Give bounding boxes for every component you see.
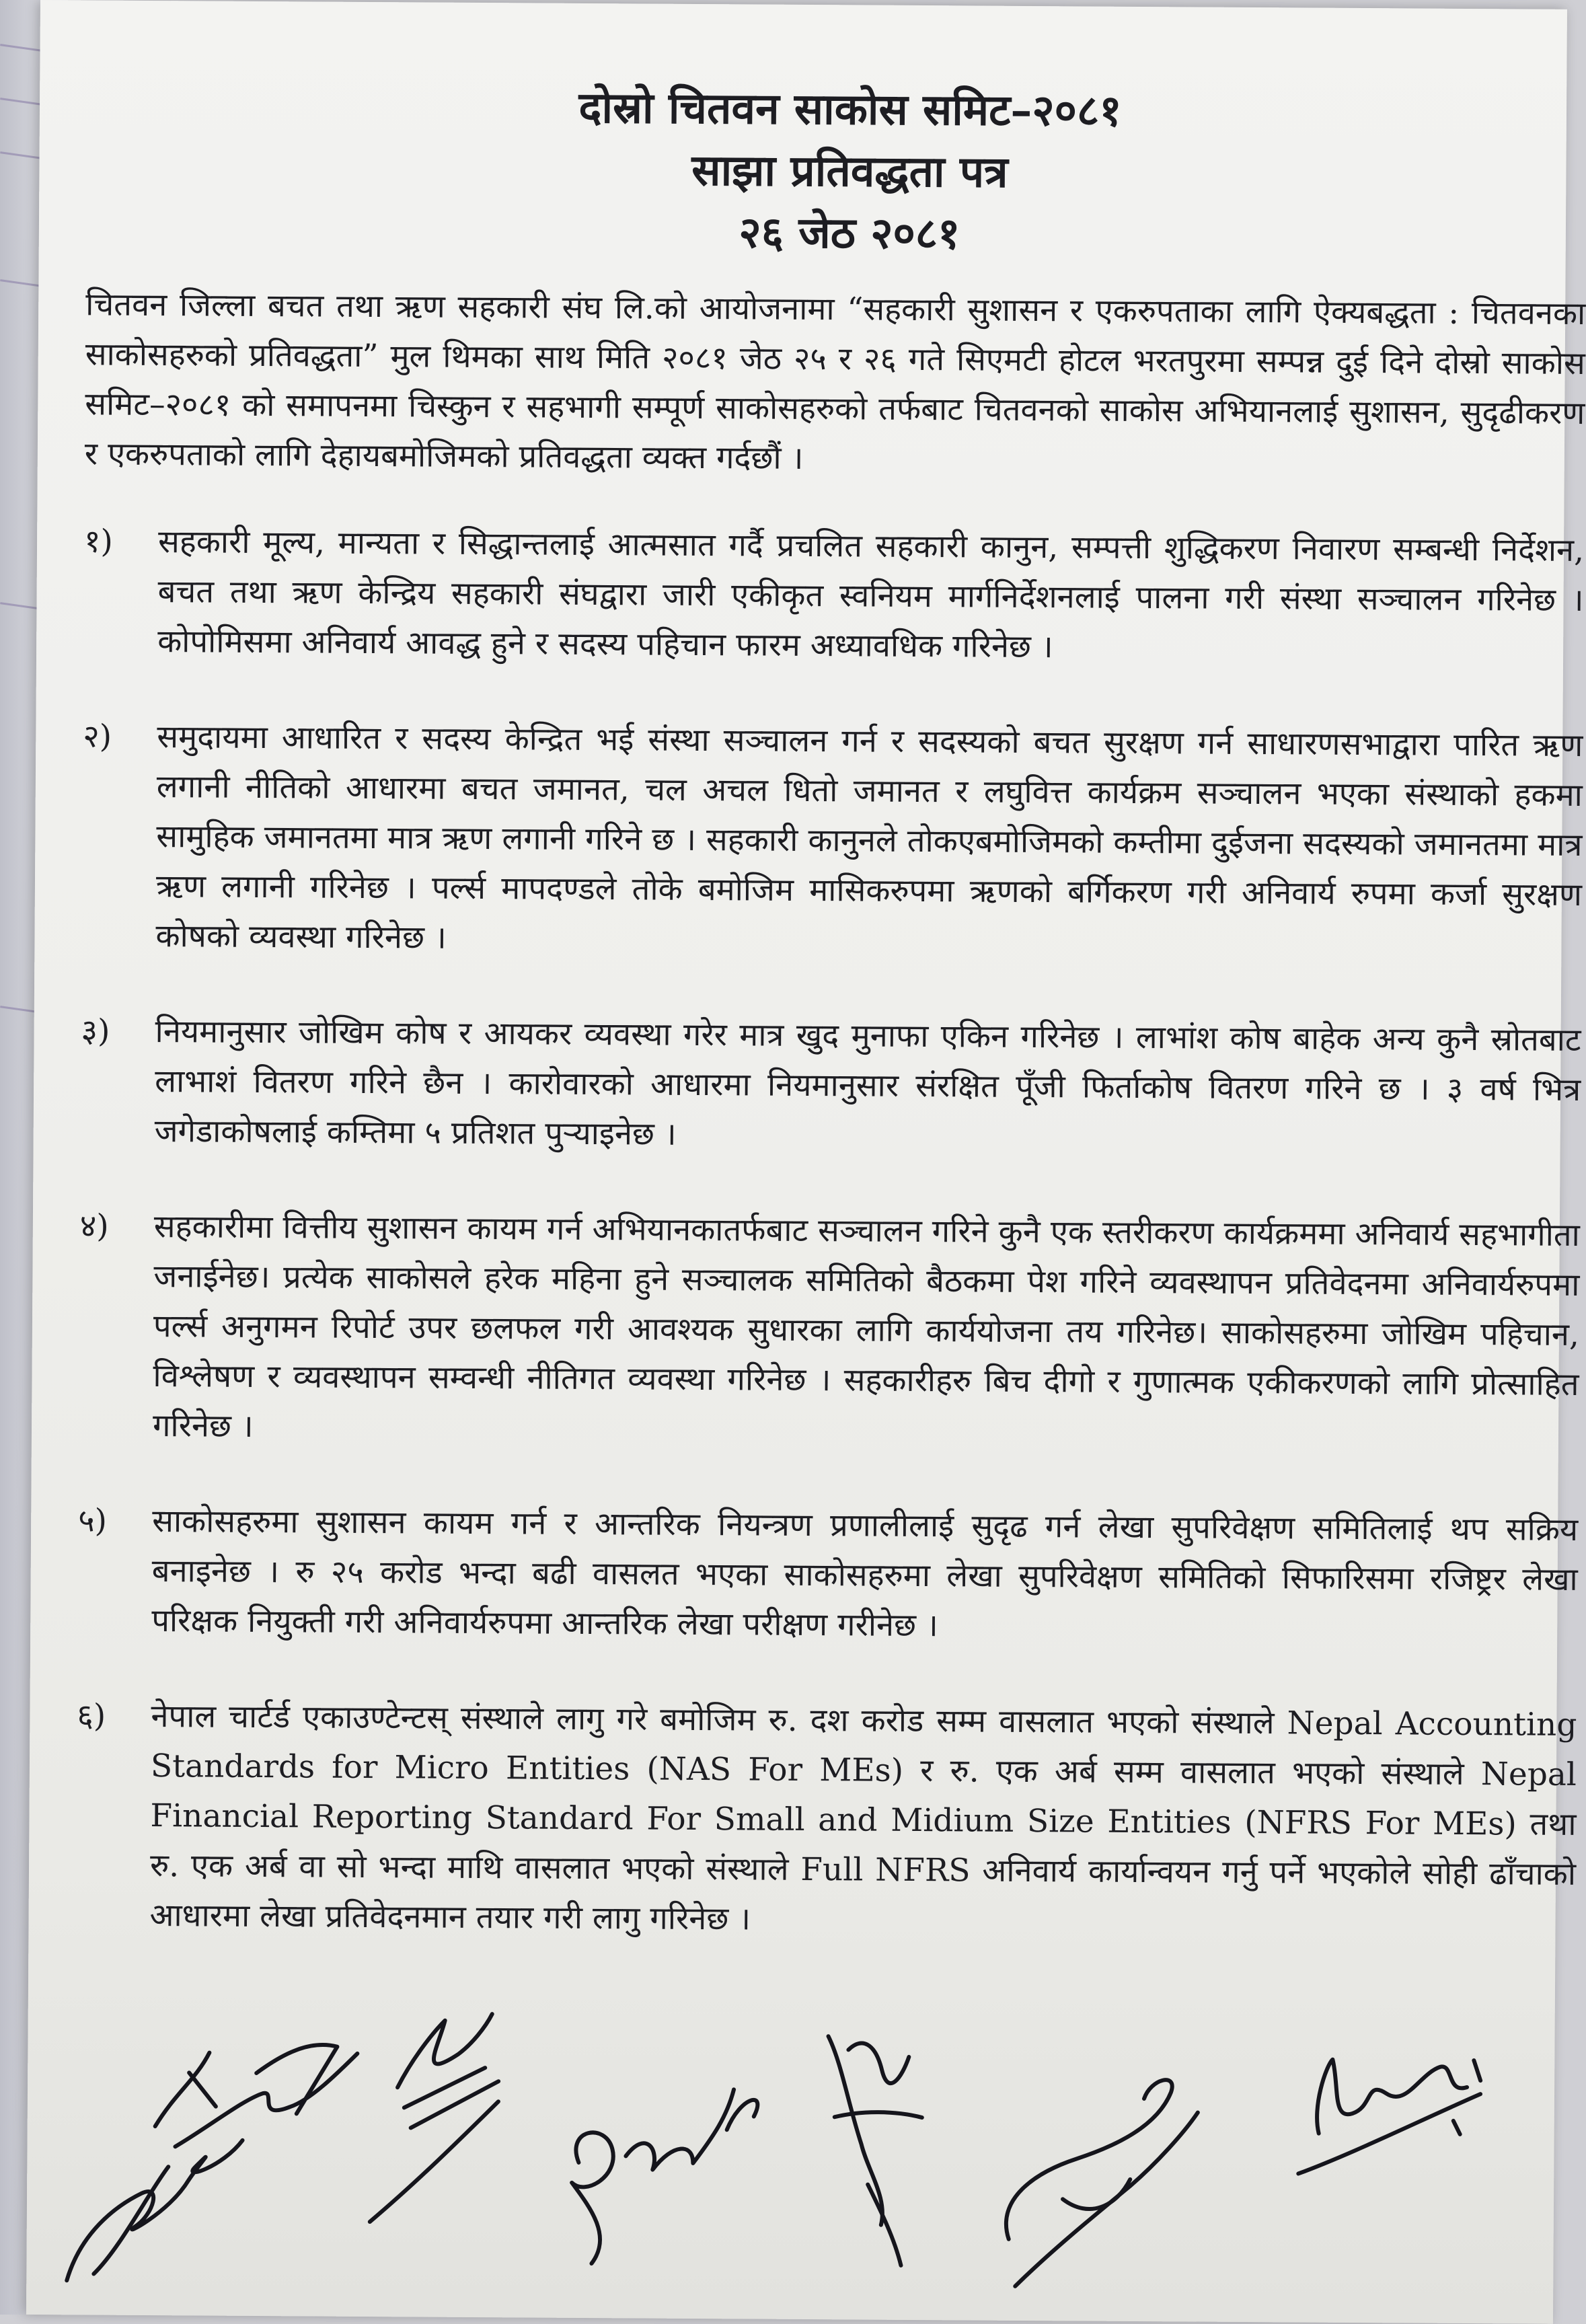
document-body — [75, 74, 1586, 1995]
commitment-point-4 — [79, 1201, 1580, 1460]
point-number: ६) — [77, 1697, 106, 1735]
point-number: १) — [83, 523, 114, 560]
intro-paragraph: चितवन जिल्ला बचत तथा ऋण सहकारी संघ लि.को आयोजनामा “सहकारी सुशासन र एकरुपताका लागि ऐक्यबद्धता : चितवनका साकोसहरुको प्रतिवद्धता” मुल थिमका साथ मिति २०८१ जेठ २५ र २६ गते सिएमटी होटल भरतपुरमा सम्पन्न दुई दिने दोस्रो साकोस समिट–२०८१ को समापनमा चिस्कुन र सहभागी सम्पूर्ण साकोसहरुको तर्फबाट चितवनको साकोस अभियानलाई सुशासन, सुदृढीकरण र एकरुपताको लागि देहायबमोजिमको प्रतिवद्धता व्यक्त गर्दछौं । — [84, 286, 1586, 477]
signatures-area — [53, 1991, 1555, 2310]
document-title: दोस्रो चितवन साकोस समिट–२०८१ — [578, 82, 1122, 137]
point-number: ३) — [81, 1012, 110, 1050]
signature-4 — [827, 2036, 922, 2265]
title-block — [113, 75, 1586, 269]
point-number: २) — [83, 718, 112, 755]
signature-2 — [370, 2013, 499, 2222]
signature-3 — [571, 2089, 757, 2265]
signature-1 — [67, 2044, 357, 2282]
point-text: साकोसहरुमा सुशासन कायम गर्न र आन्तरिक नियन्त्रण प्रणालीलाई सुदृढ गर्न लेखा सुपरिवेक्षण समितिलाई थप सक्रिय बनाइनेछ । रु २५ करोड भन्दा बढी वासलत भएका साकोसहरुमा लेखा सुपरिवेक्षण समितिको सिफारिसमा रजिष्ट्रर लेखा परिक्षक नियुक्ती गरी अनिवार्यरुपमा आन्तरिक लेखा परीक्षण गरीनेछ । — [151, 1503, 1579, 1645]
point-text: नियमानुसार जोखिम कोष र आयकर व्यवस्था गरेर मात्र खुद मुनाफा एकिन गरिनेछ । लाभांश कोष बाहेक अन्य कुनै स्रोतबाट लाभाशं वितरण गरिने छैन । कारोवारको आधारमा नियमानुसार संरक्षित पूँजी फिर्ताकोष वितरण गरिने छ । ३ वर्ष भित्र जगेडाकोषलाई कम्तिमा ५ प्रतिशत पुऱ्याइनेछ । — [154, 1013, 1581, 1153]
point-text: समुदायमा आधारित र सदस्य केन्द्रित भई संस्था सञ्चालन गर्न र सदस्यको बचत सुरक्षण गर्न साधारणसभाद्वारा पारित ऋण लगानी नीतिको आधारमा बचत जमानत, चल अचल धितो जमानत र लघुवित्त कार्यक्रम सञ्चालन भएका संस्थाको हकमा सामुहिक जमानतमा मात्र ऋण लगानी गरिने छ । सहकारी कानुनले तोकएबमोजिमको कम्तीमा दुईजना सदस्यको जमानतमा मात्र ऋण लगानी गरिनेछ । पर्ल्स मापदण्डले तोके बमोजिम मासिकरुपमा ऋणको बर्गिकरण गरी अनिवार्य रुपमा कर्जा सुरक्षण कोषको व्यवस्था गरिनेछ । — [155, 718, 1583, 957]
point-text: नेपाल चार्टर्ड एकाउण्टेन्टस् संस्थाले लागु गरे बमोजिम रु. दश करोड सम्म वासलात भएको संस्थाले Nepal Accounting Standards for Micro Entities (NAS For MEs) र रु. एक अर्ब सम्म वासलात भएको संस्थाले Nepal Financial Reporting Standard For Small and Midium Size Entities (NFRS For MEs) तथा रु. एक अर्ब वा सो भन्दा माथि वासलात भएको संस्थाले Full NFRS अनिवार्य कार्यान्वयन गर्नु पर्ने भएकोले सोही ढाँचाको आधारमा लेखा प्रतिवेदनमान तयार गरी लागु गरिनेछ । — [149, 1698, 1577, 1938]
commitment-point-2 — [81, 712, 1583, 970]
commitment-point-1 — [83, 517, 1584, 675]
point-text: सहकारी मूल्य, मान्यता र सिद्धान्तलाई आत्मसात गर्दै प्रचलित सहकारी कानुन, सम्पत्ती शुद्धिकरण निवारण सम्बन्धी निर्देशन, बचत तथा ऋण केन्द्रिय सहकारी संघद्वारा जारी एकीकृत स्वनियम मार्गनिर्देशनलाई पालना गरी संस्था सञ्चालन गरिनेछ । कोपोमिसमा अनिवार्य आवद्ध हुने र सदस्य पहिचान फारम अध्यावधिक गरिनेछ । — [157, 523, 1585, 666]
point-number: ५) — [78, 1502, 108, 1540]
commitment-point-6 — [75, 1691, 1577, 1949]
commitment-point-5 — [77, 1496, 1578, 1655]
commitment-point-3 — [81, 1006, 1581, 1165]
point-text: सहकारीमा वित्तीय सुशासन कायम गर्न अभियानकातर्फबाट सञ्चालन गरिने कुनै एक स्तरीकरण कार्यक्रममा अनिवार्य सहभागीता जनाईनेछ। प्रत्येक साकोसले हरेक महिना हुने सञ्चालक समितिको बैठकमा पेश गरिने व्यवस्थापन प्रतिवेदनमा अनिवार्यरुपमा पर्ल्स अनुगमन रिपोर्ट उपर छलफल गरी आवश्यक सुधारका लागि कार्ययोजना तय गरिनेछ। साकोसहरुमा जोखिम पहिचान, विश्लेषण र व्यवस्थापन सम्वन्धी नीतिगत व्यवस्था गरिनेछ । सहकारीहरु बिच दीगो र गुणात्मक एकीकरणको लागि प्रोत्साहित गरिनेछ । — [152, 1208, 1580, 1445]
signature-6 — [1298, 2059, 1480, 2175]
paper-sheet — [26, 0, 1586, 2324]
point-number: ४) — [79, 1207, 109, 1245]
document-subtitle: साझा प्रतिवद्धता पत्र — [691, 145, 1008, 198]
signature-5 — [1006, 2079, 1198, 2288]
document-date: २६ जेठ २०८१ — [739, 207, 960, 260]
